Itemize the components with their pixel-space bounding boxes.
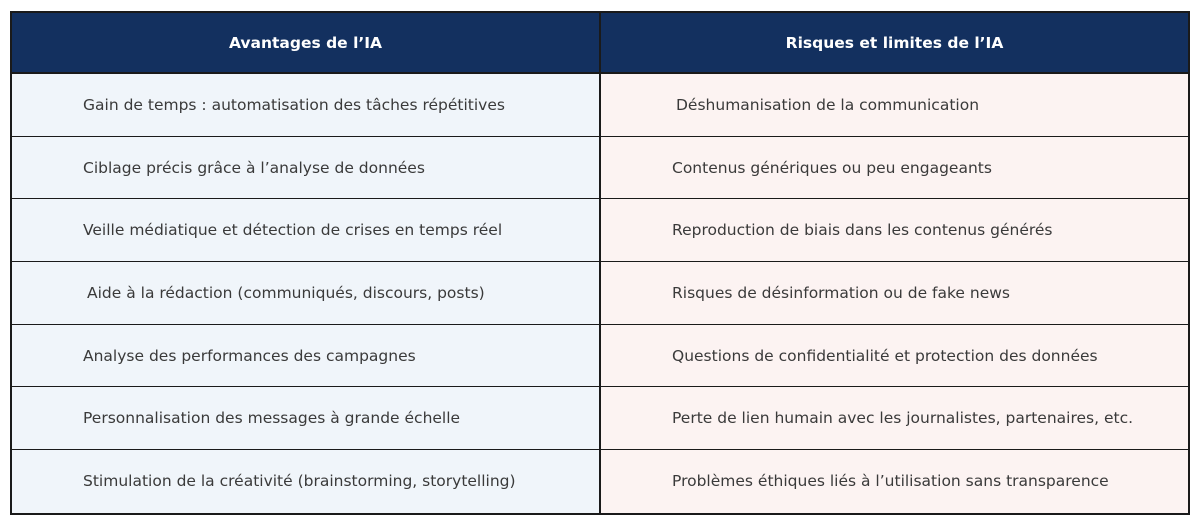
advantage-cell: Personnalisation des messages à grande échelle [12, 387, 601, 450]
risk-cell: Perte de lien humain avec les journalistes, partenaires, etc. [601, 387, 1188, 450]
advantage-cell: Gain de temps : automatisation des tâches répétitives [12, 74, 601, 137]
comparison-table [10, 11, 1190, 515]
advantage-cell: Stimulation de la créativité (brainstorming, storytelling) [12, 450, 601, 513]
advantage-cell: Ciblage précis grâce à l’analyse de données [12, 137, 601, 200]
advantage-cell: Aide à la rédaction (communiqués, discours, posts) [12, 262, 601, 325]
risk-cell: Questions de confidentialité et protection des données [601, 325, 1188, 388]
advantage-cell: Analyse des performances des campagnes [12, 325, 601, 388]
risk-cell: Contenus génériques ou peu engageants [601, 137, 1188, 200]
advantage-cell: Veille médiatique et détection de crises en temps réel [12, 199, 601, 262]
header-advantages: Avantages de l’IA [12, 13, 601, 74]
risk-cell: Déshumanisation de la communication [601, 74, 1188, 137]
header-risks: Risques et limites de l’IA [601, 13, 1188, 74]
risk-cell: Reproduction de biais dans les contenus générés [601, 199, 1188, 262]
risk-cell: Problèmes éthiques liés à l’utilisation sans transparence [601, 450, 1188, 513]
risk-cell: Risques de désinformation ou de fake news [601, 262, 1188, 325]
